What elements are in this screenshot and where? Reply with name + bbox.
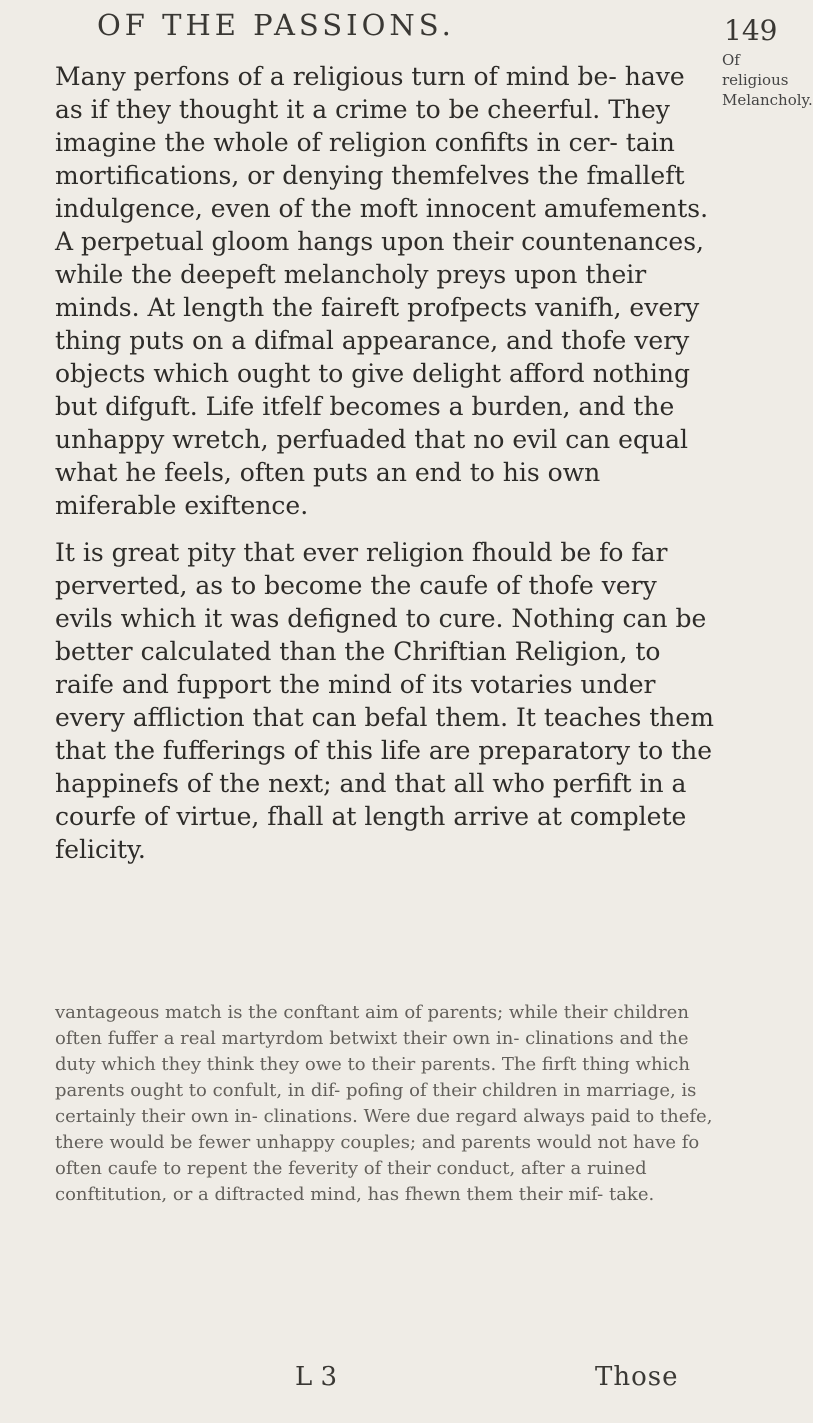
running-head: OF THE PASSIONS.: [97, 8, 455, 42]
page-number: 149: [724, 14, 778, 47]
margin-note: Of religious Melancholy.: [722, 51, 813, 109]
body-text: [55, 60, 717, 880]
paragraph-2: It is great pity that ever religion fhould be fo far perverted, as to become the caufe of thofe very evils which it was defigned to cure. Nothing can be better calculated than the Chriftian Religion, to raife and fupport the mind of its votaries under every affliction that can befal them. It teaches them that the fufferings of this life are preparatory to the happinefs of the next; and that all who perfift in a courfe of virtue, fhall at length arrive at complete felicity.: [55, 538, 714, 864]
paragraph-1: Many perfons of a religious turn of mind be- have as if they thought it a crime to be cheerful. They imagine the whole of religion confifts in cer- tain mortifications, or denying themfelves the fmalleft indulgence, even of the moft innocent amufements. A perpetual gloom hangs upon their countenances, while the deepeft melancholy preys upon their minds. At length the faireft profpects vanifh, every thing puts on a difmal appearance, and thofe very objects which ought to give delight afford nothing but difguft. Life itfelf becomes a burden, and the unhappy wretch, perfuaded that no evil can equal what he feels, often puts an end to his own miferable exiftence.: [55, 62, 709, 520]
signature-mark: L 3: [295, 1362, 338, 1392]
footnote: vantageous match is the conftant aim of parents; while their children often fuffer a real martyrdom betwixt their own in- clinations and the duty which they think they owe to their parents. The firft thing which parents ought to confult, in dif- pofing of their children in marriage, is certainly their own in- clinations. Were due regard always paid to thefe, there would be fewer unhappy couples; and parents would not have fo often caufe to repent the feverity of their conduct, after a ruined conftitution, or a diftracted mind, has fhewn them their mif- take.: [55, 1002, 713, 1205]
catchword: Those: [595, 1362, 679, 1392]
